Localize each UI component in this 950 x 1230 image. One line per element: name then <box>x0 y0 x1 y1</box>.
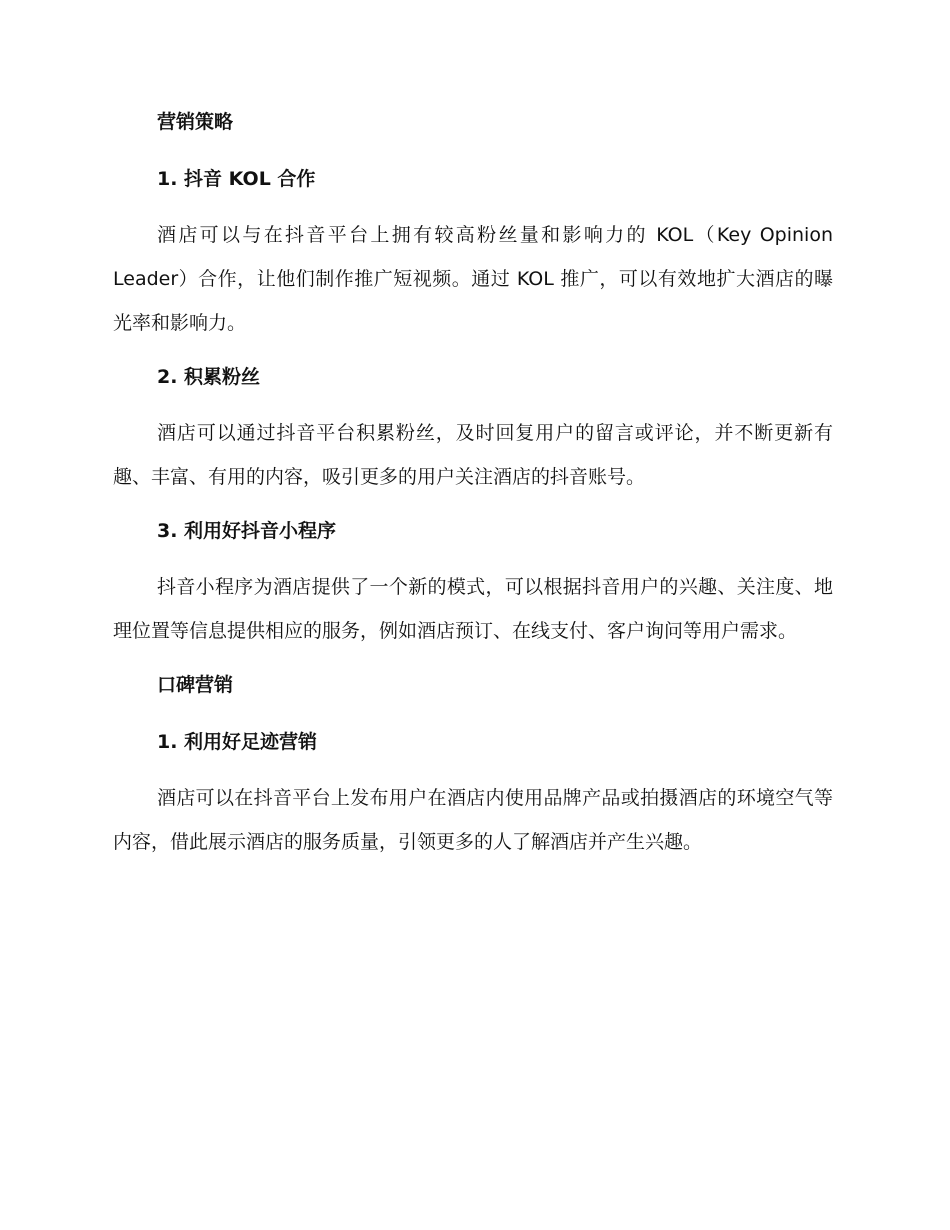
paragraph-mini-program: 抖音小程序为酒店提供了一个新的模式，可以根据抖音用户的兴趣、关注度、地理位置等信息提供相应的服务，例如酒店预订、在线支付、客户询问等用户需求。 <box>113 576 833 642</box>
subheading-footprint-marketing: 1. 利用好足迹营销 <box>157 731 318 753</box>
paragraph-accumulate-fans: 酒店可以通过抖音平台积累粉丝，及时回复用户的留言或评论，并不断更新有趣、丰富、有用的内容，吸引更多的用户关注酒店的抖音账号。 <box>113 422 833 488</box>
section-title-marketing-strategy: 营销策略 <box>157 111 234 133</box>
subheading-accumulate-fans: 2. 积累粉丝 <box>157 366 261 388</box>
paragraph-footprint-marketing: 酒店可以在抖音平台上发布用户在酒店内使用品牌产品或拍摄酒店的环境空气等内容，借此展示酒店的服务质量，引领更多的人了解酒店并产生兴趣。 <box>113 787 833 853</box>
subheading-kol-cooperation: 1. 抖音 KOL 合作 <box>157 168 316 190</box>
document-page <box>113 108 833 864</box>
paragraph-kol-cooperation: 酒店可以与在抖音平台上拥有较高粉丝量和影响力的 KOL（Key Opinion Leader）合作，让他们制作推广短视频。通过 KOL 推广，可以有效地扩大酒店的曝光率和影响力。 <box>113 224 833 334</box>
subheading-mini-program: 3. 利用好抖音小程序 <box>157 520 337 542</box>
section-title-word-of-mouth: 口碑营销 <box>157 674 234 696</box>
